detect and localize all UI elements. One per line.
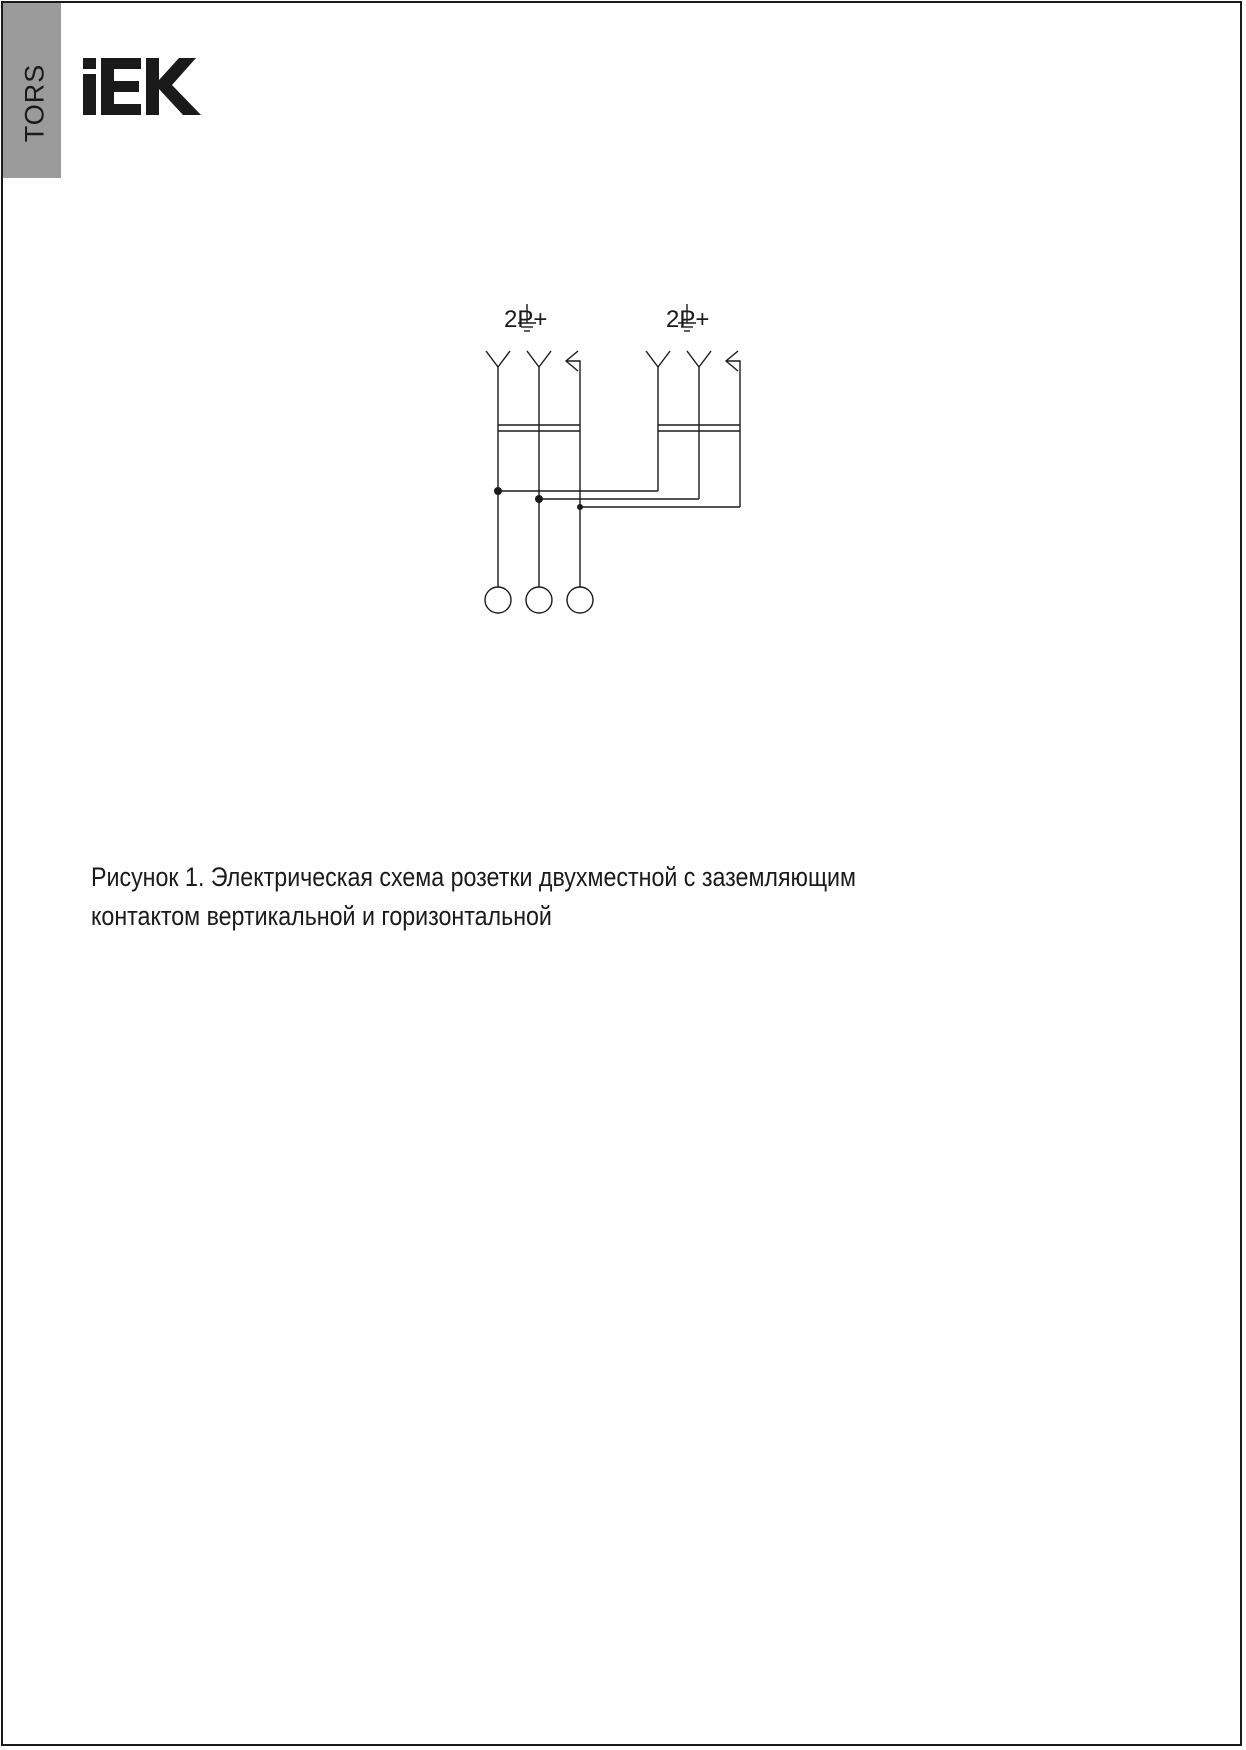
junction-3 [577,504,583,510]
contact-left-2 [527,351,551,367]
terminal-2 [526,587,552,613]
socket-right-label: 2P+ [666,306,710,333]
contact-right-2 [687,351,711,367]
terminal-1 [485,587,511,613]
junction-2 [535,495,543,503]
side-tab-label: TORS [19,63,50,143]
iek-logo-mark [83,58,203,115]
terminal-3 [567,587,593,613]
iek-logo [83,58,203,115]
wire-left-ground-top [566,361,580,507]
socket-left-label: 2P+ [504,306,548,333]
wire-right-ground [726,361,740,507]
wiring-diagram [470,295,750,625]
caption-line-2: контактом вертикальной и горизонтальной [91,901,552,931]
wiring-diagram-svg [470,295,750,625]
junction-1 [494,487,502,495]
figure-caption [91,858,1037,936]
caption-line-1: Рисунок 1. Электрическая схема розетки двухместной с заземляющим [91,862,856,892]
contact-left-1 [486,351,510,367]
side-tab [3,3,61,178]
contact-right-1 [646,351,670,367]
